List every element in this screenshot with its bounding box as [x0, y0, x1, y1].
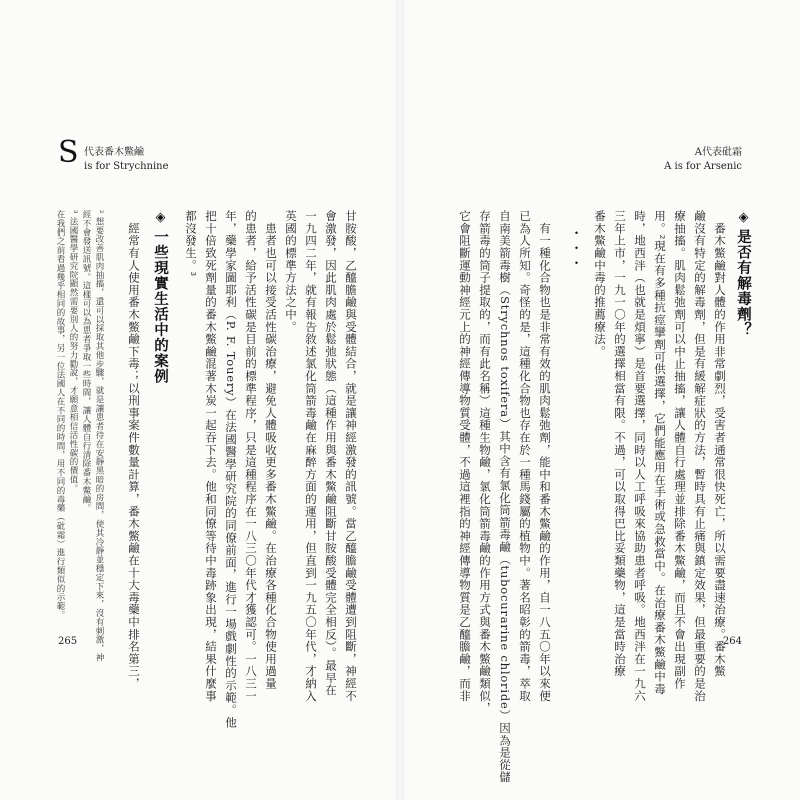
text-column: 用。²現在有多種抗痙攣劑可供選擇，它們能應用在手術或急救當中。在治療番木鱉鹼中毒 — [653, 210, 667, 696]
footnote: 經不會發送訊號。這樣可以為患者爭取一些時間，讓人體自行清除番木鱉鹼。 — [81, 210, 91, 513]
text-column: 甘胺酸，乙醯膽鹼與受體結合，就是讓神經激發的訊號。當乙醯膽鹼受體遭到阻斷，神經不 — [344, 210, 358, 702]
right-running-head — [664, 146, 742, 174]
text-column: 三年上市，一九一〇年的選擇相當有限。不過，可以取得巴比妥類藥物，這是當時治療 — [613, 210, 627, 678]
text-column: 存箭毒的筒子提取的，而有此名稱）這種生物鹼，氯化筒箭毒鹼的作用方式與番木鱉鹼類似， — [478, 210, 492, 715]
footnote: ³ 法國醫學研究院顯然需要別人的努力勸說，才願意相信活性碳的價值。 — [68, 210, 78, 493]
text-column: 都沒發生。³ — [184, 210, 198, 277]
left-running-head — [58, 146, 169, 174]
right-running-head-zh: A代表砒霜 — [694, 147, 742, 158]
text-column: 番木鱉鹼對人體的作用非常劇烈，受害者通常很快死亡，所以需要盡速治療。番木鱉 — [713, 210, 727, 678]
left-running-head-zh: 代表番木鱉鹼 — [84, 147, 144, 158]
diamond-bullet-icon: ◈ — [153, 210, 168, 226]
text-column: 年，藥學家圖耶利（P. F. Touery）在法國醫學研究院的同僚前面，進行一場戲劇性的示範。他 — [224, 210, 238, 729]
page-number-left: 265 — [58, 636, 78, 647]
section-heading-cases: ◈一些現實生活中的案例 — [152, 210, 169, 384]
right-running-head-en: A is for Arsenic — [664, 161, 742, 172]
book-gutter — [396, 0, 404, 800]
text-column: 經常有人使用番木鱉鹼下毒；以刑事案件數量計算，番木鱉鹼在十大毒藥中排名第三， — [127, 210, 141, 690]
footnote: 在我們之前看過幾乎相同的故事，另一位法國人在不同的時間，用不同的毒藥（砒霜）進行類似的示範。 — [55, 210, 65, 620]
left-running-head-en: is for Strychnine — [84, 161, 169, 172]
text-column: 自南美箭毒樹（Strychnos toxifera）其中含有氯化筒箭毒鹼（tubocurarine chloride）因為是從儲 — [498, 210, 512, 784]
text-column: 把十倍致死劑量的番木鱉鹼混著木炭一起吞下去。他和同僚等待中毒跡象出現，結果什麼事 — [204, 210, 218, 702]
text-column: 英國的標準方法之中。 — [284, 210, 298, 333]
footnote: ² 想要改善肌肉抽搐，還可以採取其他步驟，就是讓患者待在安靜黑暗的房間，使其冷靜並穩定下來，沒有刺激，神 — [94, 210, 104, 662]
text-column: 番木鱉鹼中毒的推薦療法。 — [593, 210, 607, 358]
page-number-right: 264 — [722, 636, 742, 647]
text-column: 會激發，因此肌肉處於鬆弛狀態（這種作用與番木鱉鹼阻斷甘胺酸受體完全相反）。最早在 — [324, 210, 338, 697]
text-column: 的患者，給予活性碳是目前的標準程序，只是這種程序在一八三〇年代才獲認可。一八三一 — [244, 210, 258, 702]
text-column: 患者也可以接受活性碳治療，避免人體吸收更多番木鱉鹼。在治療各種化合物使用過量 — [264, 210, 278, 690]
text-column: 它會阻斷運動神經元上的神經傳導物質受體，不過這裡指的神經傳導物質是乙醯膽鹼，而非 — [458, 210, 472, 702]
text-column: 已為人所知。奇怪的是，這種化合物也存在於一種馬錢屬的植物中。著名昭彰的箭毒，萃取 — [518, 210, 532, 702]
text-column: 有一種化合物也是非常有效的肌肉鬆弛劑，能中和番木鱉鹼的作用，自一八五〇年以來便 — [538, 210, 552, 702]
running-head-letter: S — [58, 135, 79, 170]
diamond-bullet-icon: ◈ — [736, 210, 751, 226]
text-column: 療抽搐。肌肉鬆弛劑可以中止抽搐，讓人體自行處理並排除番木鱉鹼，而且不會出現副作 — [673, 210, 687, 690]
text-column: 時，地西泮（也就是煩寧）是首要選擇，同時以人工呼吸來協助患者呼吸。地西泮在一九六 — [633, 210, 647, 702]
text-column: 一九四二年，就有報告敘述氯化筒箭毒鹼在麻醉方面的運用，但直到一九五〇年代，才納入 — [304, 210, 318, 702]
section-divider: ・・・ — [567, 226, 582, 271]
text-column: 鹼沒有特定的解毒劑，但是有緩解症狀的方法，暫時具有止痛與鎮定效果，但最重要的是治 — [693, 210, 707, 702]
section-heading-antidote: ◈是否有解毒劑？ — [735, 210, 752, 338]
